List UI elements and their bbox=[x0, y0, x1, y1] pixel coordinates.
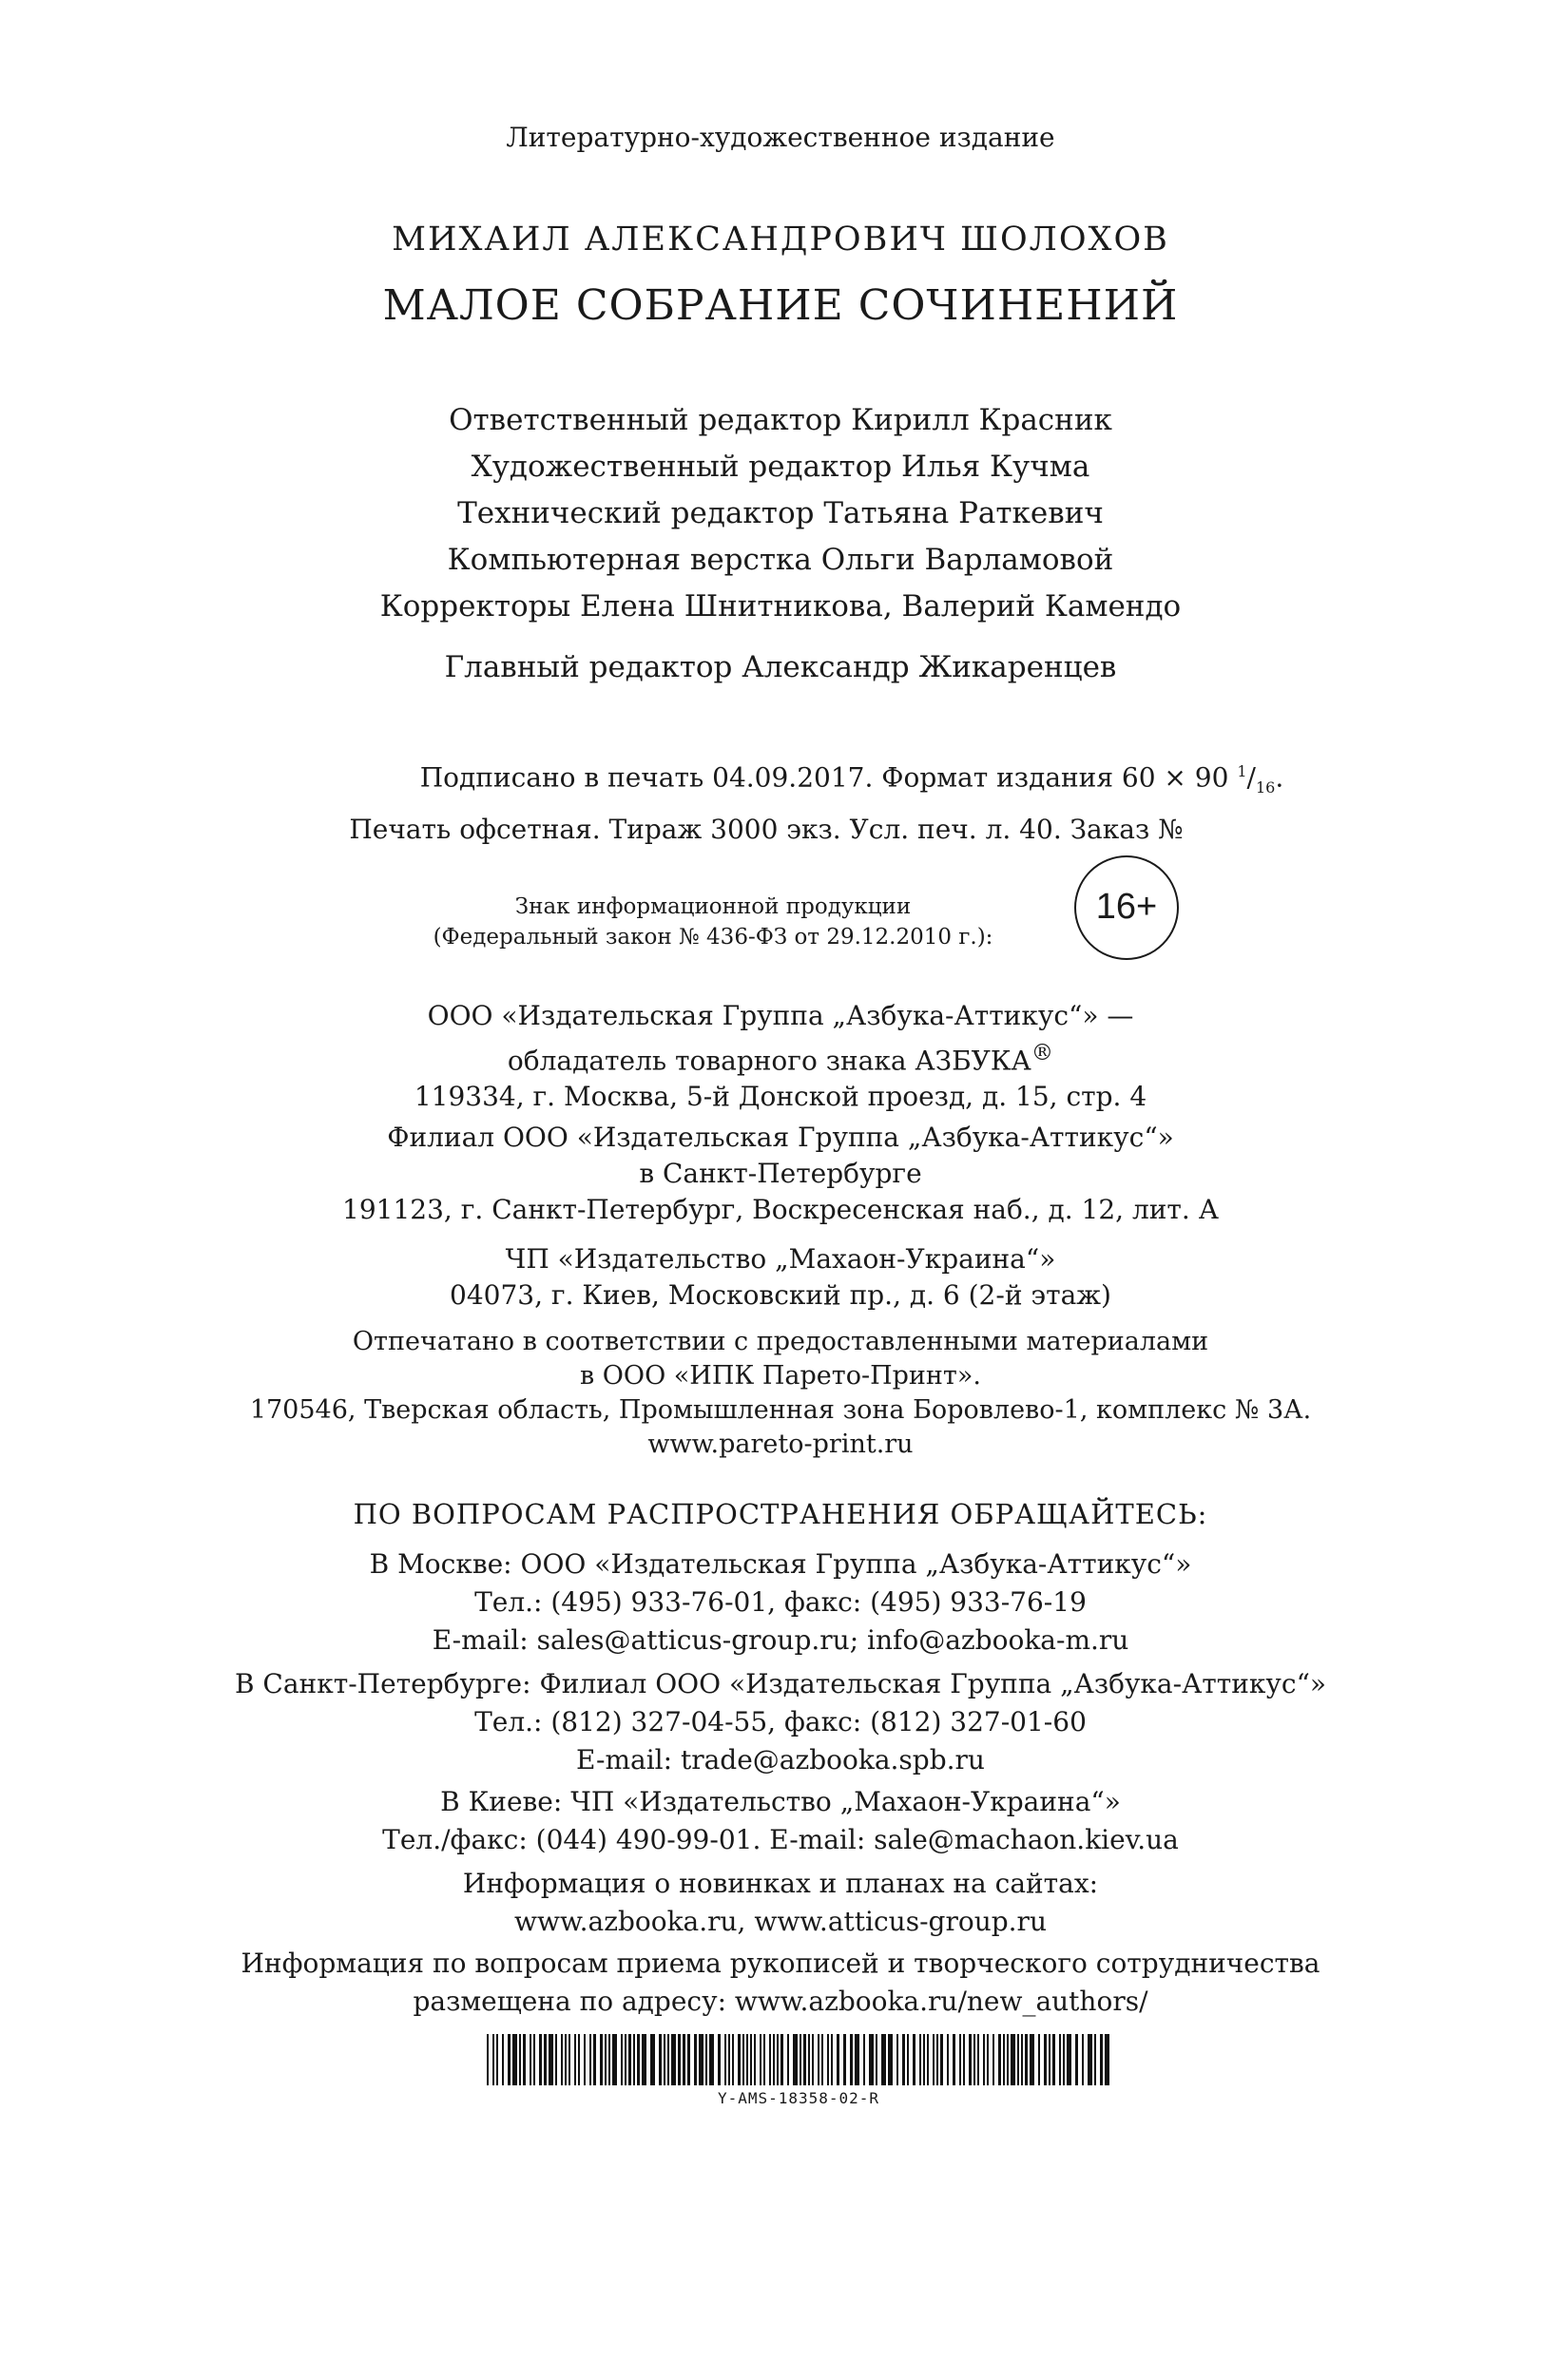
barcode-bar bbox=[1052, 2034, 1055, 2085]
barcode-bar bbox=[650, 2034, 655, 2085]
printer-line: в ООО «ИПК Парето-Принт». bbox=[580, 1361, 981, 1391]
barcode-bar bbox=[919, 2034, 921, 2085]
barcode-bar bbox=[940, 2034, 943, 2085]
credit-line: Компьютерная верстка Ольги Варламовой bbox=[447, 543, 1114, 577]
distribution-line: Тел.: (812) 327-04-55, факс: (812) 327-01-60 bbox=[474, 1706, 1087, 1737]
distribution-line: Тел./факс: (044) 490-99-01. E-mail: sale@machaon.kiev.ua bbox=[382, 1824, 1179, 1855]
publisher-line-1: ООО «Издательская Группа „Азбука-Аттикус“» — bbox=[427, 1000, 1134, 1031]
barcode-bar bbox=[600, 2034, 603, 2085]
barcode-bar bbox=[1038, 2034, 1040, 2085]
barcode-bar bbox=[831, 2034, 833, 2085]
barcode-bar bbox=[987, 2034, 989, 2085]
barcode-bar bbox=[724, 2034, 726, 2085]
barcode-bar bbox=[555, 2034, 557, 2085]
barcode-bar bbox=[539, 2034, 542, 2085]
branch-spb-line: в Санкт-Петербурге bbox=[639, 1158, 922, 1189]
print-format-text: Подписано в печать 04.09.2017. Формат издания 60 × 90 bbox=[419, 761, 1229, 794]
distribution-moscow bbox=[0, 1545, 1561, 1660]
branch-kiev-line: ЧП «Издательство „Махаон-Украина“» bbox=[505, 1243, 1056, 1275]
barcode-bar bbox=[549, 2034, 553, 2085]
barcode-code: Y-AMS-18358-02-R bbox=[717, 2089, 880, 2107]
barcode-bar bbox=[907, 2034, 909, 2085]
barcode-bar bbox=[977, 2034, 979, 2085]
barcode-bar bbox=[959, 2034, 961, 2085]
barcode-bar bbox=[998, 2034, 1001, 2085]
barcode-bar bbox=[1044, 2034, 1047, 2085]
barcode-bar bbox=[1003, 2034, 1005, 2085]
barcode-bar bbox=[584, 2034, 586, 2085]
genre-text: Литературно-художественное издание bbox=[506, 122, 1055, 153]
barcode-bar bbox=[777, 2034, 779, 2085]
barcode-bar bbox=[637, 2034, 640, 2085]
branch-kiev-address: 04073, г. Киев, Московский пр., д. 6 (2-й этаж) bbox=[450, 1279, 1111, 1311]
barcode-bar bbox=[812, 2034, 814, 2085]
credit-line: Технический редактор Татьяна Раткевич bbox=[457, 496, 1104, 530]
barcode-bar bbox=[913, 2034, 915, 2085]
barcode-bar bbox=[769, 2034, 771, 2085]
distribution-line: Тел.: (495) 933-76-01, факс: (495) 933-76-19 bbox=[474, 1586, 1087, 1618]
barcode-bar bbox=[1007, 2034, 1009, 2085]
print-info-line-2: Печать офсетная. Тираж 3000 экз. Усл. печ. л. 40. Заказ № bbox=[349, 813, 1184, 845]
barcode-bar bbox=[732, 2034, 734, 2085]
barcode-bar bbox=[992, 2034, 994, 2085]
barcode-bar bbox=[793, 2034, 798, 2085]
barcode-bar bbox=[827, 2034, 829, 2085]
barcode-bar bbox=[667, 2034, 669, 2085]
credits-list bbox=[0, 397, 1561, 630]
barcode-bar bbox=[850, 2034, 853, 2085]
barcode-bar bbox=[983, 2034, 985, 2085]
barcode-bar bbox=[855, 2034, 859, 2085]
barcode-bar bbox=[750, 2034, 752, 2085]
barcode-bar bbox=[1011, 2034, 1015, 2085]
barcode-bar bbox=[605, 2034, 607, 2085]
barcode-bar bbox=[902, 2034, 905, 2085]
distribution-heading-text: ПО ВОПРОСАМ РАСПРОСТРАНЕНИЯ ОБРАЩАЙТЕСЬ: bbox=[353, 1498, 1208, 1530]
barcode-bar bbox=[612, 2034, 617, 2085]
branch-kiev bbox=[0, 1241, 1561, 1314]
book-title bbox=[0, 281, 1561, 330]
barcode-bar bbox=[742, 2034, 744, 2085]
author-text: МИХАИЛ АЛЕКСАНДРОВИЧ ШОЛОХОВ bbox=[392, 221, 1169, 259]
barcode-bar bbox=[530, 2034, 531, 2085]
barcode-bar bbox=[963, 2034, 965, 2085]
barcode-bar bbox=[512, 2034, 517, 2085]
barcode-bar bbox=[608, 2034, 610, 2085]
barcode-bar bbox=[821, 2034, 823, 2085]
barcode-bar bbox=[561, 2034, 563, 2085]
printer-line: 170546, Тверская область, Промышленная зона Боровлево-1, комплекс № 3А. bbox=[249, 1395, 1312, 1425]
barcode-bar bbox=[664, 2034, 665, 2085]
manuscripts-address: размещена по адресу: www.azbooka.ru/new_authors/ bbox=[413, 1986, 1148, 2017]
barcode-bar bbox=[969, 2034, 972, 2085]
barcode-bar bbox=[705, 2034, 707, 2085]
barcode-bar bbox=[800, 2034, 801, 2085]
publisher-line-2 bbox=[0, 1034, 1561, 1079]
barcode-bar bbox=[837, 2034, 839, 2085]
barcode-bar bbox=[1094, 2034, 1096, 2085]
credit-line: Ответственный редактор Кирилл Красник bbox=[449, 403, 1112, 437]
format-fraction-denominator: 16 bbox=[1255, 777, 1276, 797]
barcode-icon bbox=[485, 2034, 1112, 2087]
barcode-bar bbox=[953, 2034, 955, 2085]
barcode-bar bbox=[523, 2034, 526, 2085]
barcode-bar bbox=[888, 2034, 893, 2085]
barcode-bar bbox=[973, 2034, 975, 2085]
barcode-bar bbox=[1088, 2034, 1092, 2085]
barcode-bar bbox=[933, 2034, 935, 2085]
barcode-bar bbox=[881, 2034, 886, 2085]
barcode-bar bbox=[628, 2034, 631, 2085]
barcode-bar bbox=[896, 2034, 898, 2085]
barcode-bar bbox=[728, 2034, 730, 2085]
barcode-bar bbox=[923, 2034, 925, 2085]
barcode-bar bbox=[687, 2034, 690, 2085]
barcode-bar bbox=[574, 2034, 576, 2085]
barcode-bar bbox=[487, 2034, 489, 2085]
barcode-bar bbox=[1059, 2034, 1061, 2085]
barcode-bar bbox=[1082, 2034, 1084, 2085]
barcode-bar bbox=[569, 2034, 570, 2085]
info-product-sign bbox=[380, 882, 1055, 977]
print-info-line-1: Подписано в печать 04.09.2017. Формат издания 60 × 90 $^1/_{16}$. bbox=[419, 761, 1284, 797]
branch-spb bbox=[0, 1120, 1561, 1228]
news-line: Информация о новинках и планах на сайтах: bbox=[462, 1868, 1099, 1899]
barcode-bar bbox=[936, 2034, 938, 2085]
barcode-bar bbox=[533, 2034, 535, 2085]
barcode-bar bbox=[1025, 2034, 1028, 2085]
publisher-address: 119334, г. Москва, 5-й Донской проезд, д. 15, стр. 4 bbox=[414, 1081, 1147, 1113]
barcode-bar bbox=[683, 2034, 685, 2085]
barcode-bar bbox=[589, 2034, 591, 2085]
barcode-bar bbox=[754, 2034, 756, 2085]
barcode-bar bbox=[633, 2034, 635, 2085]
barcode-bar bbox=[492, 2034, 494, 2085]
barcode-bar bbox=[496, 2034, 498, 2085]
barcode-bar bbox=[787, 2034, 789, 2085]
barcode-bar bbox=[578, 2034, 580, 2085]
info-sign-line-2: (Федеральный закон № 436-ФЗ от 29.12.2010 г.): bbox=[433, 925, 993, 950]
barcode-bar bbox=[659, 2034, 662, 2085]
distribution-line: В Киеве: ЧП «Издательство „Махаон-Украина“» bbox=[440, 1786, 1121, 1817]
barcode-bar bbox=[718, 2034, 721, 2085]
distribution-spb bbox=[0, 1665, 1561, 1779]
distribution-line: E-mail: trade@azbooka.spb.ru bbox=[576, 1744, 985, 1775]
manuscripts-info bbox=[0, 1945, 1561, 2021]
info-sign-line-1: Знак информационной продукции bbox=[514, 894, 912, 919]
barcode-bar bbox=[508, 2034, 511, 2085]
barcode-bar bbox=[760, 2034, 761, 2085]
barcode-bar bbox=[947, 2034, 949, 2085]
chief-editor bbox=[0, 650, 1561, 684]
distribution-line: В Санкт-Петербурге: Филиал ООО «Издательская Группа „Азбука-Аттикус“» bbox=[234, 1668, 1327, 1699]
barcode-bar bbox=[780, 2034, 783, 2085]
barcode-bar bbox=[1063, 2034, 1065, 2085]
barcode-bar bbox=[1030, 2034, 1034, 2085]
news-info bbox=[0, 1865, 1561, 1941]
format-fraction-numerator: 1 bbox=[1237, 762, 1247, 780]
barcode-bar bbox=[1017, 2034, 1019, 2085]
barcode-bar bbox=[699, 2034, 703, 2085]
barcode-bar bbox=[642, 2034, 646, 2085]
trademark-text: обладатель товарного знака АЗБУКА bbox=[507, 1045, 1031, 1077]
barcode-bar bbox=[1105, 2034, 1109, 2085]
barcode-bar bbox=[502, 2034, 504, 2085]
barcode-bar bbox=[544, 2034, 547, 2085]
barcode-bar bbox=[773, 2034, 775, 2085]
barcode-bar bbox=[1075, 2034, 1078, 2085]
publisher-info bbox=[0, 998, 1561, 1115]
barcode-bar bbox=[763, 2034, 765, 2085]
barcode-bar bbox=[565, 2034, 567, 2085]
credit-line: Корректоры Елена Шнитникова, Валерий Камендо bbox=[379, 589, 1182, 624]
registered-mark: ® bbox=[1031, 1039, 1054, 1065]
title-text: МАЛОЕ СОБРАНИЕ СОЧИНЕНИЙ bbox=[382, 281, 1179, 330]
barcode-bar bbox=[818, 2034, 819, 2085]
age-rating-badge: 16+ bbox=[1074, 855, 1179, 960]
barcode-bar bbox=[671, 2034, 676, 2085]
author-name bbox=[0, 221, 1561, 259]
manuscripts-line: Информация по вопросам приема рукописей и творческого сотрудничества bbox=[241, 1948, 1320, 1979]
distribution-line: В Москве: ООО «Издательская Группа „Азбука-Аттикус“» bbox=[369, 1548, 1192, 1580]
printer-line: Отпечатано в соответствии с предоставленными материалами bbox=[352, 1327, 1209, 1356]
credit-line: Художественный редактор Илья Кучма bbox=[471, 450, 1090, 484]
distribution-line: E-mail: sales@atticus-group.ru; info@azbooka-m.ru bbox=[432, 1624, 1129, 1656]
barcode-bar bbox=[746, 2034, 748, 2085]
branch-spb-line: Филиал ООО «Издательская Группа „Азбука-Аттикус“» bbox=[387, 1122, 1174, 1153]
barcode-bar bbox=[876, 2034, 877, 2085]
barcode-bar bbox=[678, 2034, 681, 2085]
barcode-bar bbox=[625, 2034, 626, 2085]
barcode-bar bbox=[1049, 2034, 1050, 2085]
barcode bbox=[485, 2034, 1112, 2110]
barcode-bar bbox=[621, 2034, 623, 2085]
printer-info bbox=[0, 1325, 1561, 1462]
barcode-bar bbox=[863, 2034, 865, 2085]
barcode-bar bbox=[927, 2034, 929, 2085]
print-info bbox=[0, 751, 1561, 851]
news-websites: www.azbooka.ru, www.atticus-group.ru bbox=[514, 1906, 1047, 1937]
chief-editor-text: Главный редактор Александр Жикаренцев bbox=[444, 650, 1117, 684]
barcode-bar bbox=[709, 2034, 714, 2085]
barcode-bar bbox=[803, 2034, 806, 2085]
barcode-bar bbox=[519, 2034, 521, 2085]
barcode-bar bbox=[593, 2034, 596, 2085]
barcode-bar bbox=[694, 2034, 697, 2085]
barcode-bar bbox=[1067, 2034, 1071, 2085]
printer-website: www.pareto-print.ru bbox=[647, 1430, 914, 1459]
distribution-heading bbox=[0, 1498, 1561, 1530]
branch-spb-address: 191123, г. Санкт-Петербург, Воскресенская наб., д. 12, лит. А bbox=[342, 1194, 1219, 1225]
barcode-bar bbox=[738, 2034, 741, 2085]
barcode-bar bbox=[1100, 2034, 1103, 2085]
distribution-kiev bbox=[0, 1783, 1561, 1859]
genre-label bbox=[0, 122, 1561, 153]
barcode-bar bbox=[869, 2034, 874, 2085]
barcode-bar bbox=[1021, 2034, 1023, 2085]
barcode-bar bbox=[843, 2034, 846, 2085]
barcode-bar bbox=[808, 2034, 810, 2085]
